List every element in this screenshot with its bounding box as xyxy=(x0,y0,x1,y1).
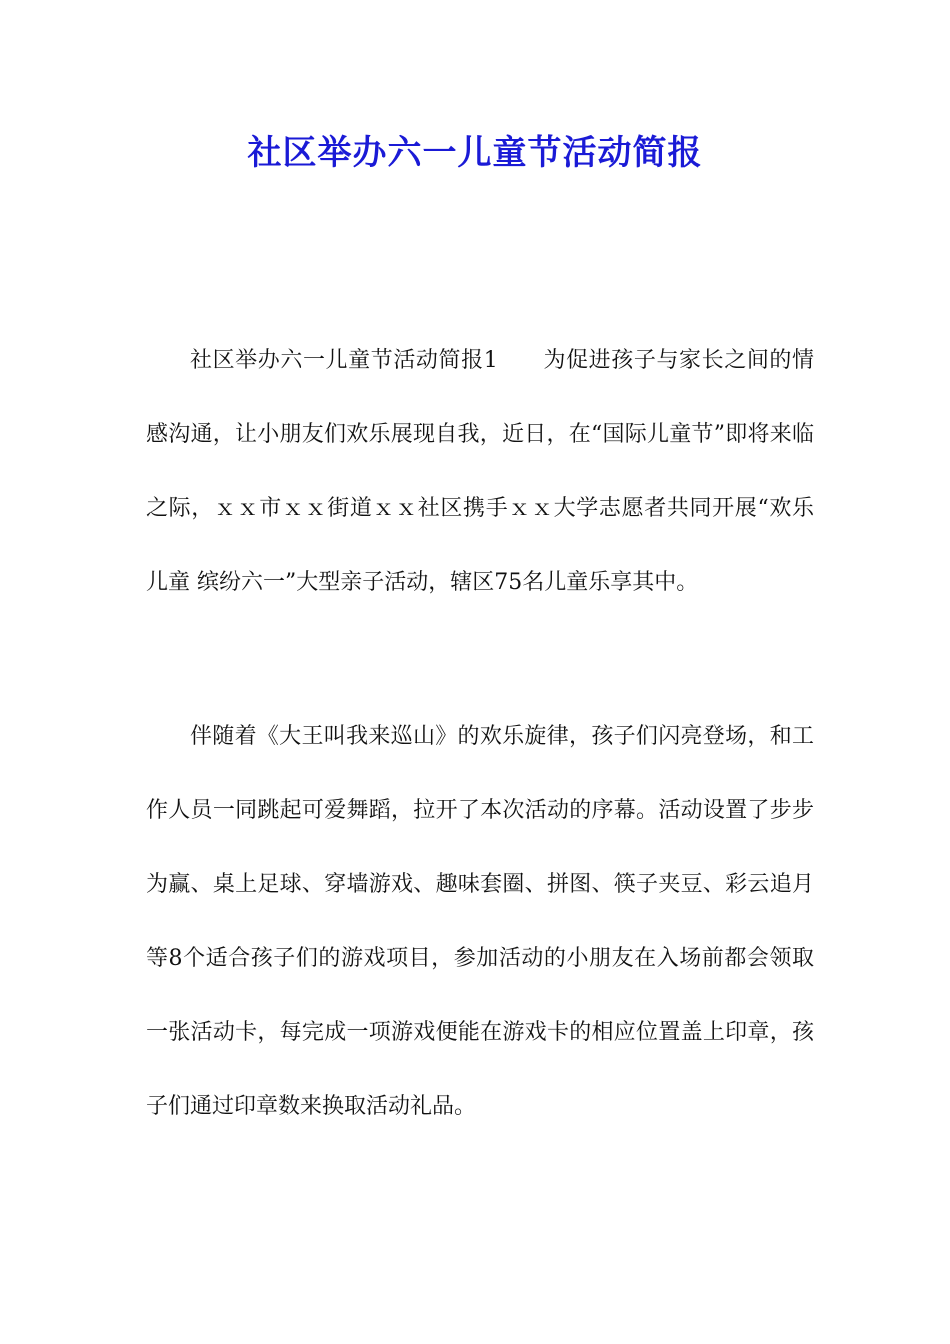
paragraph-2: 伴随着《大王叫我来巡山》的欢乐旋律，孩子们闪亮登场，和工作人员一同跳起可爱舞蹈，拉开了本次活动的序幕。活动设置了步步为赢、桌上足球、穿墙游戏、趣味套圈、拼图、筷子夹豆、彩云追月等8个适合孩子们的游戏项目，参加活动的小朋友在入场前都会领取一张活动卡，每完成一项游戏便能在游戏卡的相应位置盖上印章，孩子们通过印章数来换取活动礼品。 xyxy=(146,724,814,1119)
paragraph-1: 社区举办六一儿童节活动简报1 为促进孩子与家长之间的情感沟通，让小朋友们欢乐展现自我，近日，在“国际儿童节”即将来临之际，ｘｘ市ｘｘ街道ｘｘ社区携手ｘｘ大学志愿者共同开展“欢乐儿童 缤纷六一”大型亲子活动，辖区75名儿童乐享其中。 xyxy=(146,348,814,595)
document-title: 社区举办六一儿童节活动简报 xyxy=(247,133,703,173)
